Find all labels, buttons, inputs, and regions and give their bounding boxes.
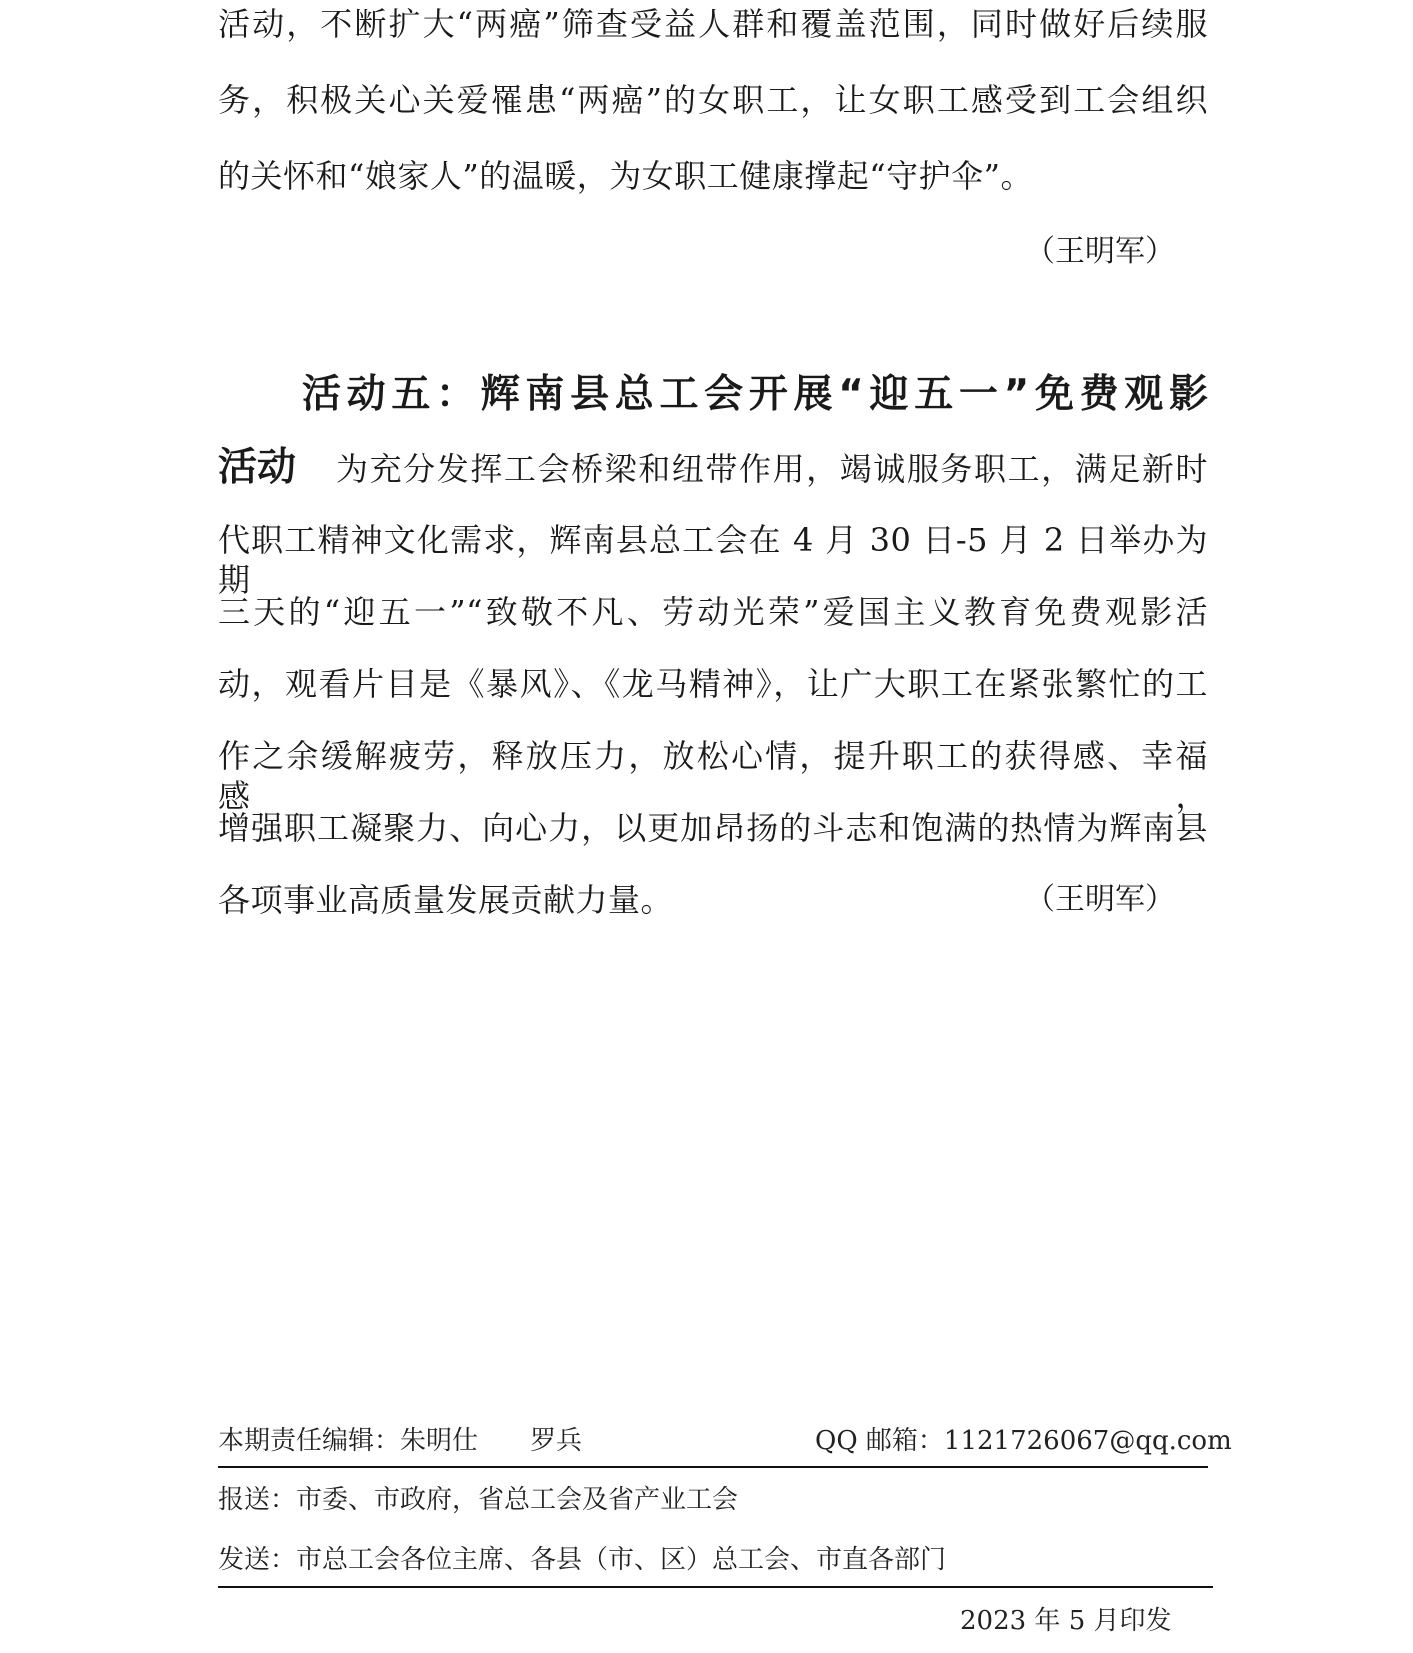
intro-author: （王明军） (1025, 234, 1175, 269)
footer-send-to: 发送：市总工会各位主席、各县（市、区）总工会、市直各部门 (218, 1545, 947, 1575)
activity5-heading-line1: 活动五：辉南县总工会开展“迎五一”免费观影 (302, 372, 1208, 417)
footer-email: QQ 邮箱：1121726067@qq.com (815, 1426, 1232, 1456)
activity5-body-line-2: 三天的“迎五一”“致敬不凡、劳动光荣”爱国主义教育免费观影活 (218, 593, 1208, 631)
footer-rule-bottom (218, 1586, 1213, 1588)
activity5-body-line-3: 动，观看片目是《暴风》、《龙马精神》，让广大职工在紧张繁忙的工 (218, 665, 1208, 703)
activity5-body-line-5: 增强职工凝聚力、向心力，以更加昂扬的斗志和饱满的热情为辉南县 (218, 809, 1208, 847)
intro-line-3: 的关怀和“娘家人”的温暖，为女职工健康撑起“守护伞”。 (218, 157, 1033, 195)
activity5-body-first: 为充分发挥工会桥梁和纽带作用，竭诚服务职工，满足新时 (336, 450, 1208, 488)
footer-issue-date: 2023 年 5 月印发 (960, 1606, 1172, 1636)
activity5-author: （王明军） (1025, 882, 1175, 917)
activity5-body-last: 各项事业高质量发展贡献力量。 (218, 881, 674, 919)
intro-line-1: 活动，不断扩大“两癌”筛查受益人群和覆盖范围，同时做好后续服 (218, 5, 1208, 43)
activity5-body-line-4: 作之余缓解疲劳，释放压力，放松心情，提升职工的获得感、幸福感， (218, 737, 1208, 815)
footer-editors: 本期责任编辑：朱明仕 罗兵 (218, 1426, 583, 1456)
intro-line-2: 务，积极关心关爱罹患“两癌”的女职工，让女职工感受到工会组织 (218, 81, 1208, 119)
footer-report-to: 报送：市委、市政府，省总工会及省产业工会 (218, 1485, 739, 1515)
footer-rule-top (218, 1466, 1208, 1468)
activity5-body-line-1: 代职工精神文化需求，辉南县总工会在 4 月 30 日-5 月 2 日举办为期 (218, 521, 1208, 599)
activity5-heading-row (218, 445, 1208, 491)
activity5-heading-line2: 活动 (218, 445, 297, 490)
